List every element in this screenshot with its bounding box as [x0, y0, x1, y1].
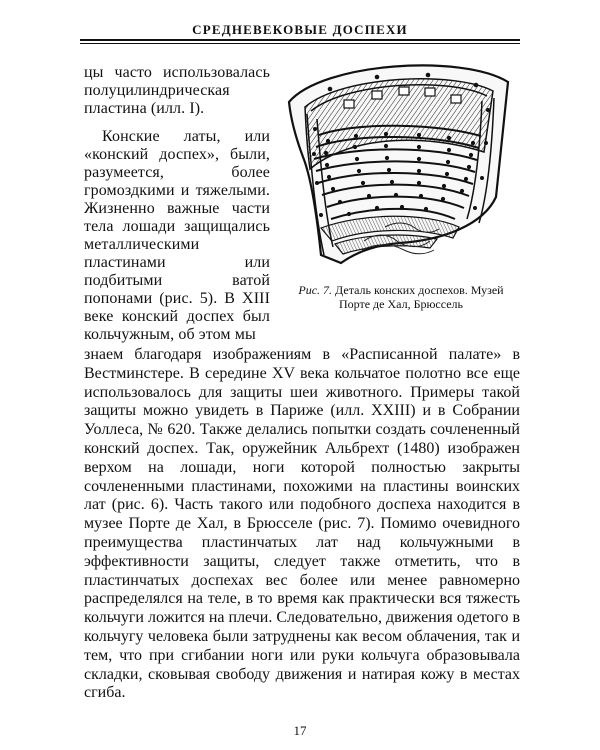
page-number: 17 — [293, 723, 307, 738]
armor-illustration — [283, 57, 519, 271]
running-title: СРЕДНЕВЕКОВЫЕ ДОСПЕХИ — [192, 22, 408, 37]
left-text-column — [84, 64, 270, 344]
figure-caption — [282, 283, 520, 311]
header-rule-thick — [80, 39, 520, 41]
paragraph-1: цы часто использовалась полуцилиндрическая пластина (илл. I). — [84, 64, 270, 117]
paragraph-2: Конские латы, или «конский доспех», были, разумеется, более громоздкими и тяжелыми. Жизненно важные части тела лошади защищались металлическими пластинами или подбитыми ватой попонами (рис. 5). В XIII веке конский доспех был кольчужным, об этом мы — [84, 128, 270, 343]
figure-caption-text: Деталь конских доспехов. Музей Порте де Хал, Брюссель — [335, 283, 504, 311]
header-rule-thin — [80, 43, 520, 44]
horse-armor-drawing — [283, 57, 519, 271]
figure-label: Рис. 7. — [298, 283, 333, 297]
main-text-block — [84, 346, 520, 703]
continuation-paragraph: знаем благодаря изображениям в «Расписанной палате» в Вестминстере. В середине XV века кольчатое полотно все еще использовалось для защиты шеи животного. Примеры такой защиты можно увидеть в Париже (илл. XXIII) и в Собрании Уоллеса, № 620. Также делались попытки создать сочлененный конский доспех. Так, оружейник Альбрехт (1480) изображен верхом на лошади, ноги которой полностью закрыты сочлененными пластинами, похожими на пластины воинских лат (рис. 6). Часть такого или подобного доспеха находится в музее Порте де Хал, в Брюсселе (рис. 7). Помимо очевидного преимущества пластинчатых лат над кольчужными в эффективности защиты, следует также отметить, что в пластинчатых доспехах вес более или менее равномерно распределялся на теле, в то время как практически вся тяжесть кольчуги ложится на плечи. Следовательно, движения одетого в кольчугу человека были затруднены как весом облачения, так и тем, что при сгибании ноги или руки кольчуга образовывала складки, сковывая свободу движения и натирая кожу в местах сгиба. — [84, 346, 520, 702]
